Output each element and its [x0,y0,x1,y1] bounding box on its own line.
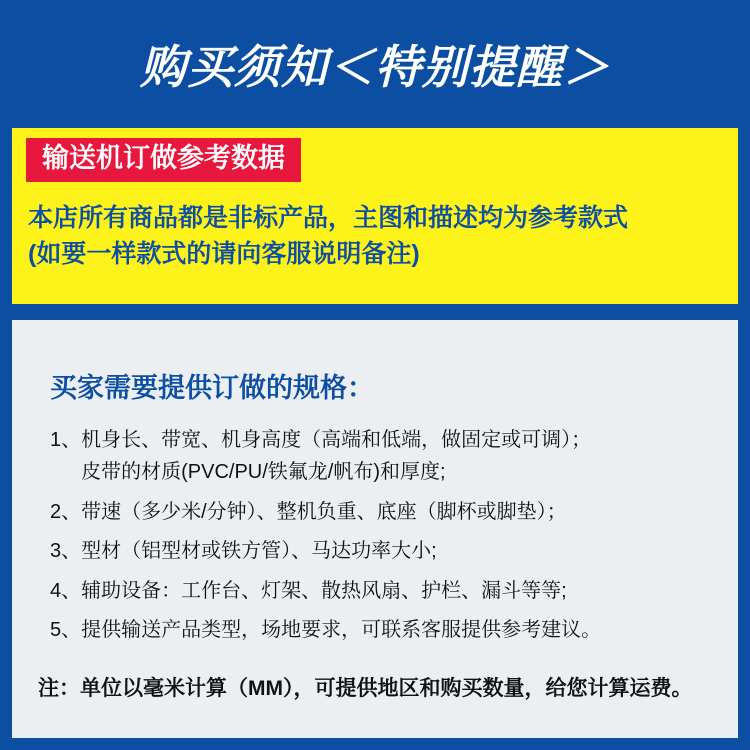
list-item-text [81,424,716,489]
bottom-strip [0,738,750,750]
list-item-number: 5、 [50,618,82,641]
spec-footnote: 注：单位以毫米计算（MM），可提供地区和购买数量，给您计算运费。 [38,677,693,700]
notice-block [12,128,738,304]
list-item-line-2: 皮带的材质(PVC/PU/铁氟龙/帆布)和厚度; [81,461,446,484]
spec-panel [12,320,738,738]
spec-list [50,424,716,653]
notice-tag-badge: 输送机订做参考数据 [26,138,301,182]
notice-line-1: 本店所有商品都是非标产品，主图和描述均为参考款式 [28,204,629,232]
list-item-text: 型材（铝型材或铁方管）、马达功率大小; [81,540,437,563]
list-item-line-1: 机身长、带宽、机身高度（高端和低端，做固定或可调）； [81,429,592,451]
list-item-number: 4、 [50,579,82,602]
list-item-number: 2、 [50,500,82,523]
notice-line-2: (如要一样款式的请向客服说明备注) [28,240,420,269]
list-item [50,614,716,646]
notice-body [28,200,728,273]
list-item-text: 辅助设备：工作台、灯架、散热风扇、护栏、漏斗等等; [81,579,567,602]
list-item [50,424,716,489]
list-item-number: 3、 [50,540,82,563]
spec-heading: 买家需要提供订做的规格： [50,373,374,403]
list-item [50,535,716,567]
page-title: 购买须知＜特别提醒＞ [140,41,610,93]
title-band [0,0,750,128]
list-item-number: 1、 [50,429,82,451]
list-item-text: 带速（多少米/分钟）、整机负重、底座（脚杯或脚垫）； [81,500,567,523]
list-item [50,496,716,528]
list-item [50,575,716,607]
list-item-text: 提供输送产品类型，场地要求，可联系客服提供参考建议。 [81,618,602,641]
